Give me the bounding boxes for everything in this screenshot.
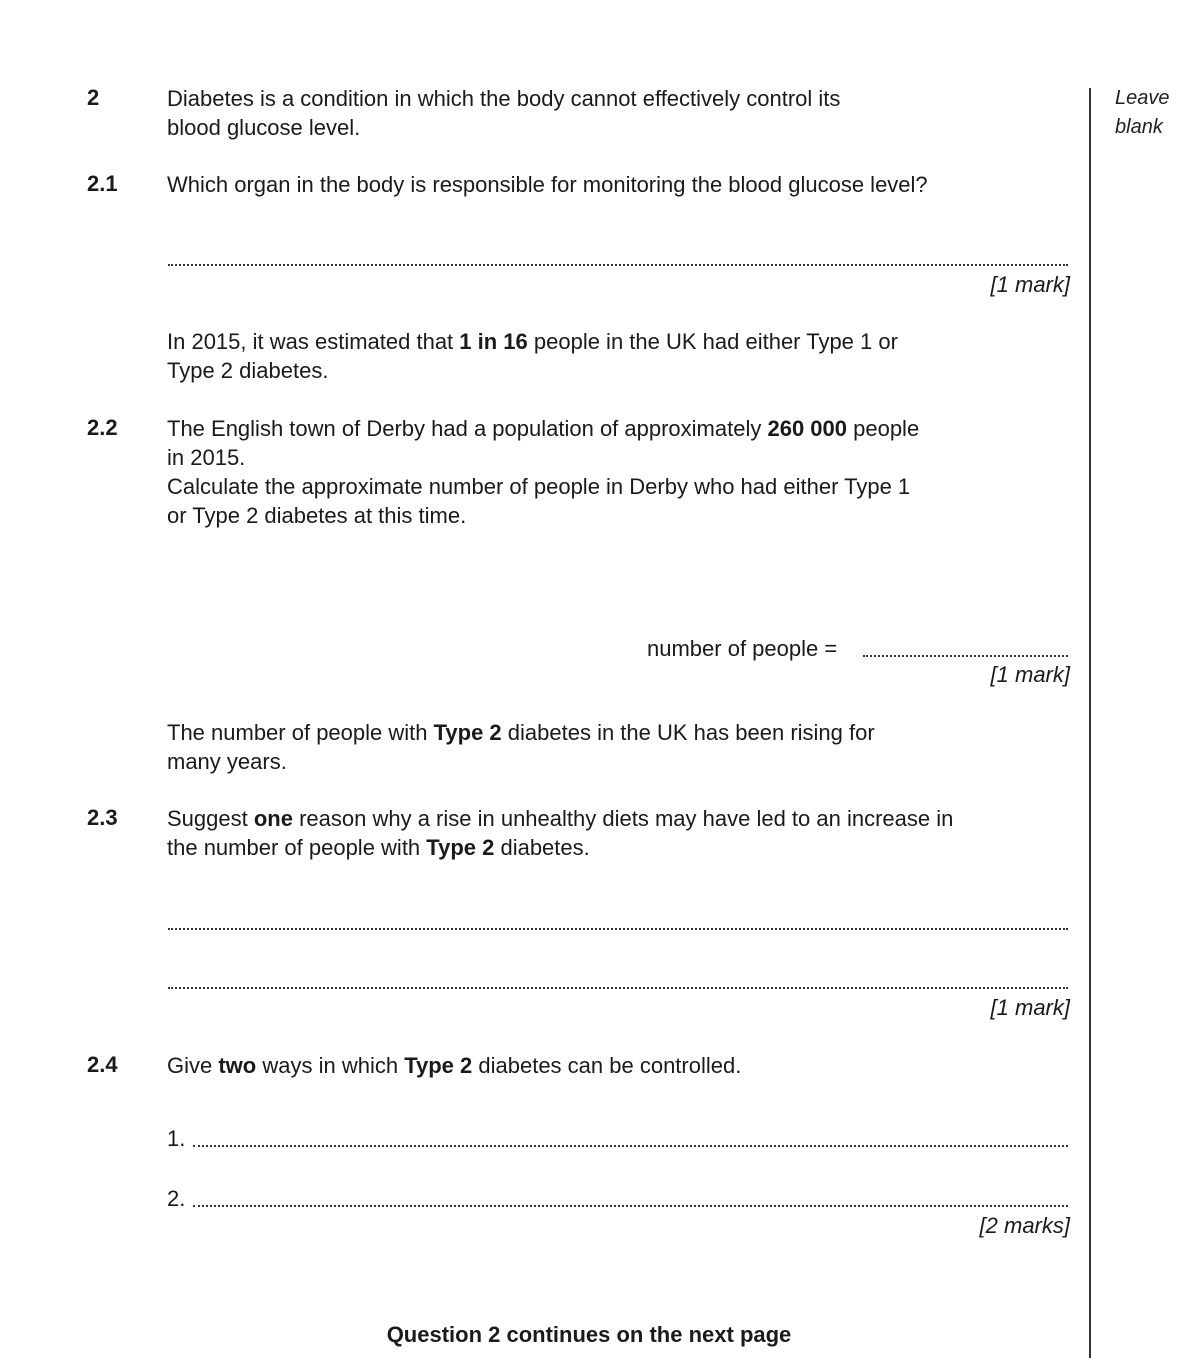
continues-footer: Question 2 continues on the next page — [386, 1322, 792, 1347]
question-text — [167, 1051, 741, 1080]
answer-line[interactable] — [168, 928, 1068, 930]
text-span: diabetes. — [494, 835, 590, 860]
question-number: 2.3 — [87, 805, 118, 830]
question-number: 2.2 — [87, 415, 118, 440]
bold-span: 1 in 16 — [459, 329, 528, 354]
text-span: The number of people with — [167, 720, 434, 745]
question-text: Which organ in the body is responsible for monitoring the blood glucose level? — [167, 172, 928, 197]
bold-span: two — [218, 1053, 257, 1078]
bold-span: Type 2 — [404, 1053, 473, 1078]
answer-item-number: 2. — [167, 1186, 186, 1211]
answer-item-number: 1. — [167, 1126, 186, 1151]
text-line: or Type 2 diabetes at this time. — [167, 503, 467, 528]
text-span: Suggest — [167, 806, 254, 831]
bold-span: 260 000 — [767, 416, 847, 441]
intro-line: Diabetes is a condition in which the body cannot effectively control its — [167, 86, 841, 111]
text-span: reason why a rise in unhealthy diets may have led to an increase in — [292, 806, 954, 831]
bold-span: Type 2 — [433, 720, 502, 745]
answer-label: number of people = — [647, 636, 838, 661]
marks-label: [1 mark] — [990, 662, 1070, 687]
text-line: many years. — [167, 749, 287, 774]
marks-label: [2 marks] — [979, 1213, 1070, 1238]
context-text — [167, 718, 875, 776]
text-span: diabetes can be controlled. — [472, 1053, 742, 1078]
text-span: people in the UK had either Type 1 or — [527, 329, 898, 354]
margin-divider — [1089, 88, 1091, 1358]
leave-blank-label — [1115, 84, 1170, 142]
answer-line[interactable] — [168, 987, 1068, 989]
bold-span: Type 2 — [426, 835, 495, 860]
text-span: the number of people with — [167, 835, 427, 860]
blank-text: blank — [1115, 116, 1163, 138]
question-text — [167, 414, 919, 530]
text-span: people — [847, 416, 920, 441]
question-intro — [167, 84, 840, 142]
bold-span: one — [253, 806, 293, 831]
answer-line-1[interactable] — [193, 1145, 1068, 1147]
text-span: In 2015, it was estimated that — [167, 329, 460, 354]
text-line: Calculate the approximate number of people in Derby who had either Type 1 — [167, 474, 911, 499]
text-line: in 2015. — [167, 445, 246, 470]
intro-line: blood glucose level. — [167, 115, 361, 140]
question-text — [167, 804, 953, 862]
text-span: The English town of Derby had a population of approximately — [167, 416, 768, 441]
question-number: 2.4 — [87, 1052, 118, 1077]
text-line: Type 2 diabetes. — [167, 358, 329, 383]
marks-label: [1 mark] — [990, 272, 1070, 297]
text-span: diabetes in the UK has been rising for — [501, 720, 875, 745]
text-span: ways in which — [256, 1053, 405, 1078]
marks-label: [1 mark] — [990, 995, 1070, 1020]
question-number: 2.1 — [87, 171, 118, 196]
context-text — [167, 327, 898, 385]
answer-field[interactable] — [863, 655, 1068, 657]
answer-line-2[interactable] — [193, 1205, 1068, 1207]
question-number: 2 — [87, 85, 100, 110]
answer-line[interactable] — [168, 264, 1068, 266]
leave-text: Leave — [1115, 87, 1170, 109]
text-span: Give — [167, 1053, 219, 1078]
